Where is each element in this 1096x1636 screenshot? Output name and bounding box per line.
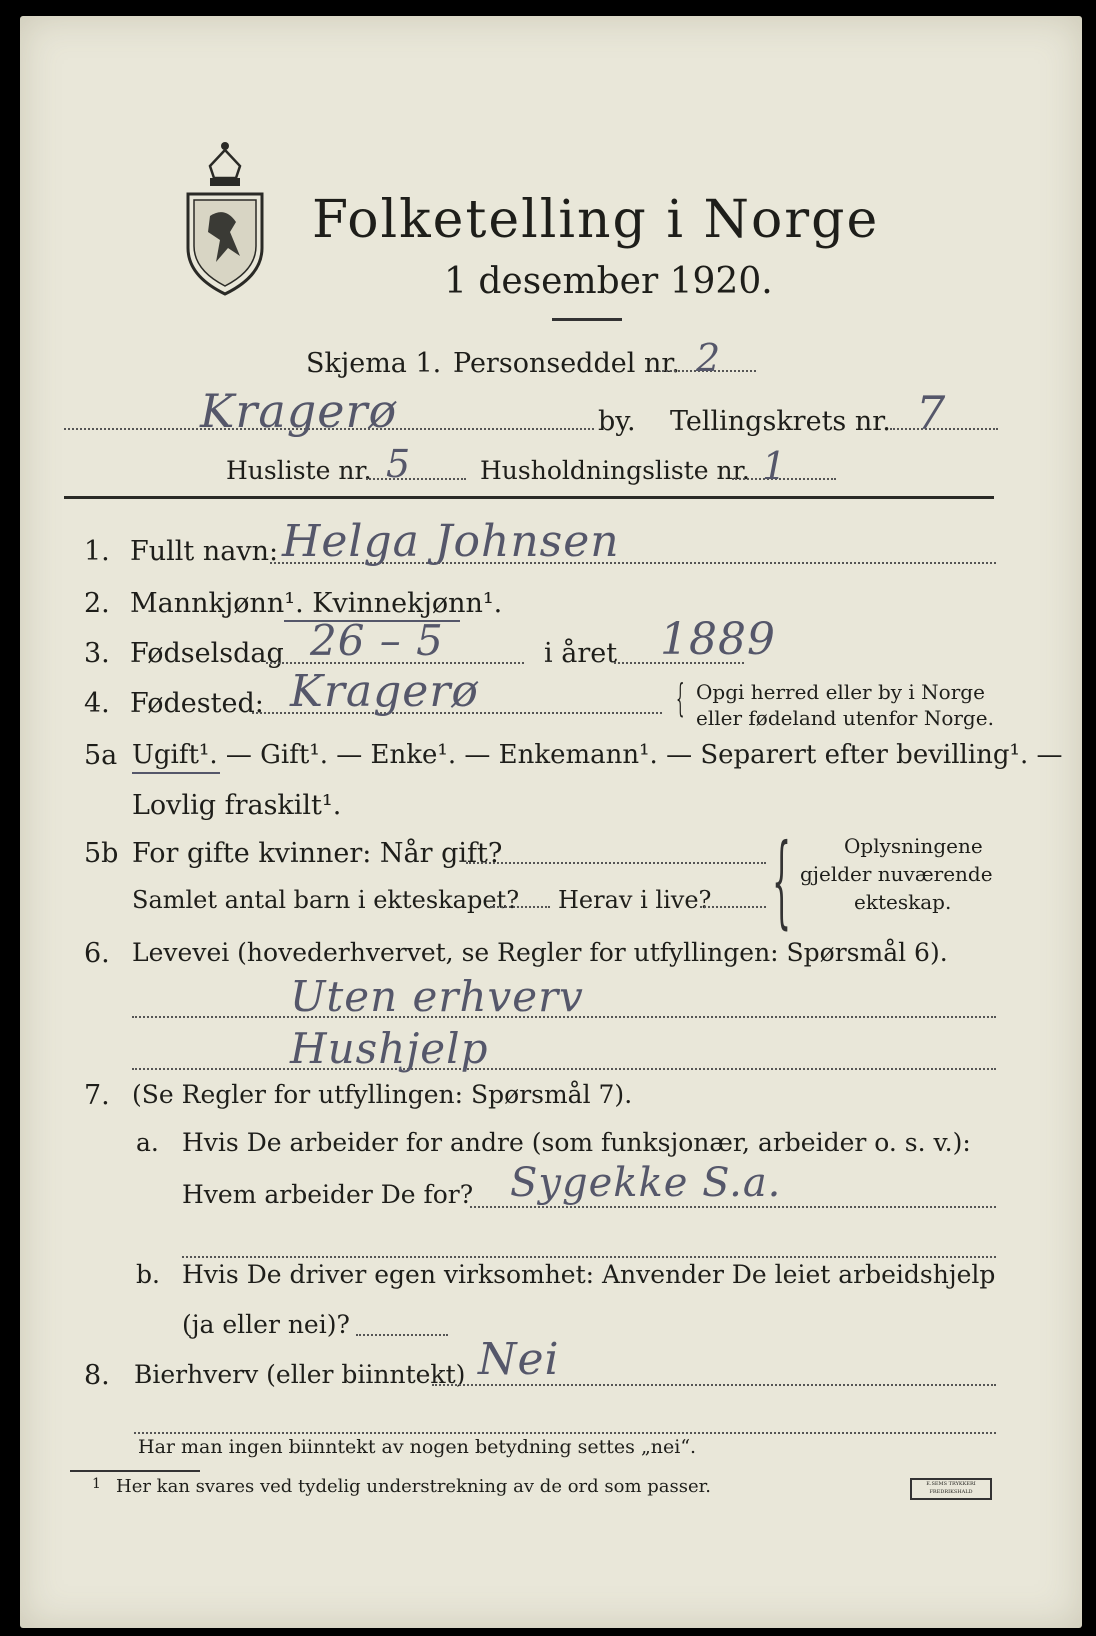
full-name-value[interactable]: Helga Johnsen — [282, 516, 620, 567]
q7b-letter: b. — [136, 1260, 160, 1289]
personseddel-label: Personseddel nr. — [453, 348, 680, 379]
city-value[interactable]: Kragerø — [200, 384, 398, 438]
tellingskrets-value[interactable]: 7 — [916, 386, 947, 440]
skjema-label: Skjema 1. — [306, 348, 442, 379]
q1-label: Fullt navn: — [130, 536, 279, 567]
q6-label: Levevei (hovederhvervet, se Regler for utfyllingen: Spørsmål 6). — [132, 938, 948, 967]
footnote-number: 1 — [92, 1476, 101, 1492]
q5a-number: 5a — [84, 740, 118, 771]
husholdningsliste-label: Husholdningsliste nr. — [480, 456, 750, 485]
birthplace-value[interactable]: Kragerø — [290, 666, 479, 717]
occupation-value-2[interactable]: Hushjelp — [290, 1024, 489, 1073]
printer-mark: E.SEMS TRYKKERI FREDRIKSHALD — [910, 1478, 992, 1500]
footnote-text: Her kan svares ved tydelig understrekning av de ord som passer. — [116, 1476, 711, 1497]
q3-number: 3. — [84, 638, 110, 669]
q5b-note-line1: Oplysningene — [844, 834, 983, 858]
q3-label: Fødselsdag — [130, 638, 284, 669]
census-form-sheet — [20, 16, 1082, 1628]
side-income-value[interactable]: Nei — [478, 1334, 560, 1385]
q6-number: 6. — [84, 938, 110, 969]
header-divider — [64, 496, 994, 499]
q4-number: 4. — [84, 688, 110, 719]
q8-label: Bierhverv (eller biinntekt) — [134, 1360, 466, 1389]
q5b-number: 5b — [84, 838, 119, 869]
no-income-note: Har man ingen biinntekt av nogen betydning settes „nei“. — [138, 1436, 697, 1458]
occupation-value-1[interactable]: Uten erhverv — [290, 972, 584, 1021]
employer-value[interactable]: Sygekke S.a. — [510, 1160, 782, 1206]
q1-number: 1. — [84, 536, 110, 567]
personseddel-value[interactable]: 2 — [696, 336, 722, 380]
q7b-label-2: (ja eller nei)? — [182, 1310, 350, 1339]
q5b-note-brace: { — [772, 822, 792, 939]
q4-label: Fødested: — [130, 688, 264, 719]
q5b-note-line2: gjelder nuværende — [800, 862, 993, 886]
census-date: 1 desember 1920. — [444, 261, 773, 302]
q5a-label: Ugift¹. — Gift¹. — Enke¹. — Enkemann¹. — Separert efter bevilling¹. — — [132, 740, 1063, 770]
q5a-label-2: Lovlig fraskilt¹. — [132, 790, 342, 821]
q2-label: Mannkjønn¹. Kvinnekjønn¹. — [130, 588, 503, 619]
q5b-label-3: Herav i live? — [558, 886, 712, 914]
q5b-note-line3: ekteskap. — [854, 890, 952, 914]
birth-year-value[interactable]: 1889 — [660, 614, 776, 665]
husliste-label: Husliste nr. — [226, 456, 372, 485]
q5b-label-2: Samlet antal barn i ekteskapet? — [132, 886, 520, 914]
q7b-label: Hvis De driver egen virksomhet: Anvender De leiet arbeidshjelp — [182, 1260, 996, 1289]
q7a-letter: a. — [136, 1128, 159, 1157]
q7a-label: Hvis De arbeider for andre (som funksjonær, arbeider o. s. v.): — [182, 1128, 971, 1157]
husliste-value[interactable]: 5 — [386, 442, 412, 486]
q7-label: (Se Regler for utfyllingen: Spørsmål 7). — [132, 1080, 633, 1109]
q5b-label: For gifte kvinner: Når gift? — [132, 838, 503, 869]
tellingskrets-label: Tellingskrets nr. — [670, 406, 891, 437]
q2-number: 2. — [84, 588, 110, 619]
q3-year-label: i året — [544, 638, 618, 669]
husholdningsliste-value[interactable]: 1 — [762, 444, 788, 488]
form-title: Folketelling i Norge — [312, 190, 880, 250]
by-label: by. — [598, 406, 636, 437]
q8-number: 8. — [84, 1360, 110, 1391]
q7-number: 7. — [84, 1080, 110, 1111]
ugift-underline — [132, 772, 220, 774]
title-divider — [552, 318, 622, 321]
footnote-rule — [70, 1470, 200, 1472]
q4-note-line1: Opgi herred eller by i Norge — [696, 680, 985, 704]
coat-of-arms-icon — [180, 136, 270, 296]
q4-note-line2: eller fødeland utenfor Norge. — [696, 706, 994, 730]
birthdate-value[interactable]: 26 – 5 — [310, 616, 444, 665]
q7a-label-2: Hvem arbeider De for? — [182, 1180, 474, 1209]
q4-note-brace: { — [676, 676, 685, 720]
